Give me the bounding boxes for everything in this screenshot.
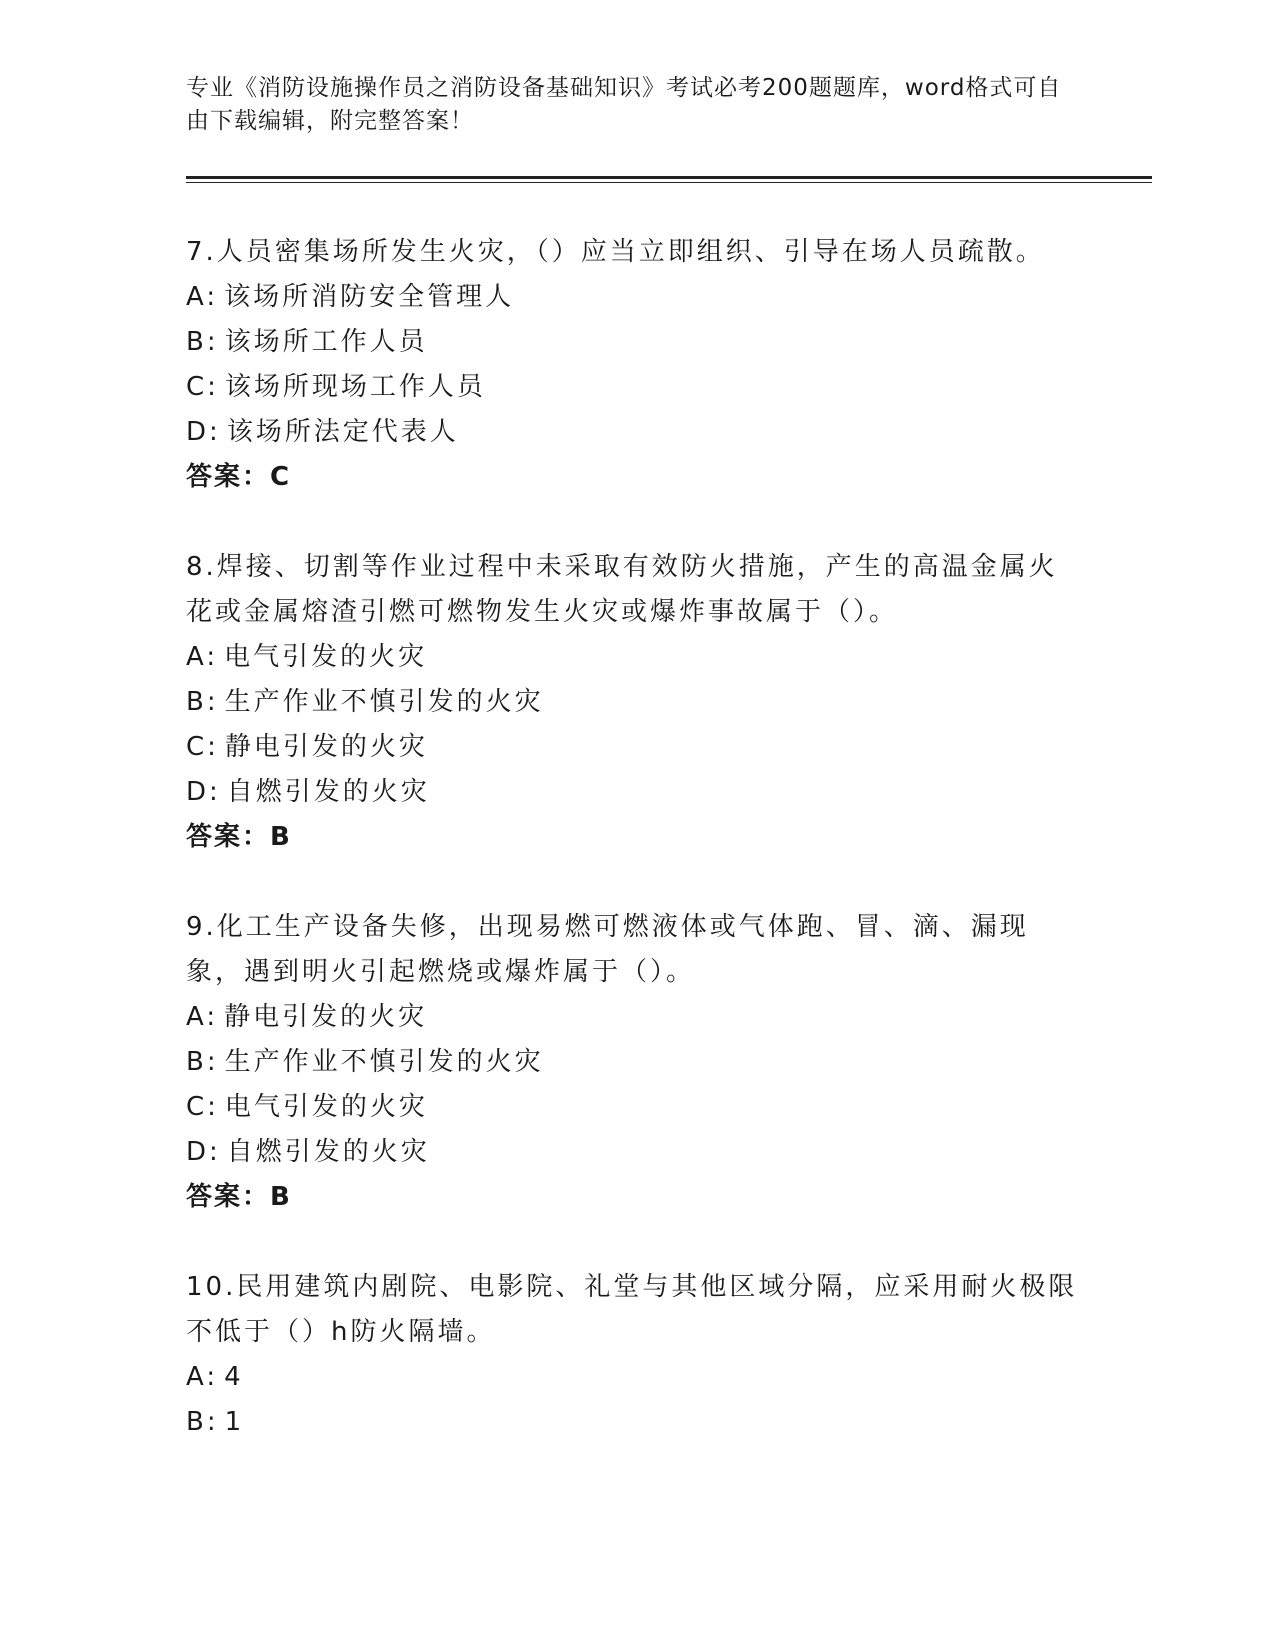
option-text: 生产作业不慎引发的火灾 [224,687,544,717]
option-text: 该场所工作人员 [224,327,428,357]
question-10 [186,1265,1086,1445]
option-letter: A: [186,1002,219,1032]
question-9 [186,905,1086,1220]
option-b [186,1040,1086,1085]
option-text: 静电引发的火灾 [224,1002,428,1032]
answer: 答案：B [186,822,292,852]
option-text: 静电引发的火灾 [224,732,428,762]
header-rule-thick [186,176,1152,179]
document-header: 专业《消防设施操作员之消防设备基础知识》考试必考200题题库，word格式可自由下载编辑，附完整答案！ [186,75,1062,134]
option-letter: C: [186,372,219,402]
option-a [186,1355,1086,1400]
option-c [186,365,1086,410]
question-stem: 10.民用建筑内剧院、电影院、礼堂与其他区域分隔，应采用耐火极限不低于（）h防火隔墙。 [186,1272,1078,1347]
option-letter: A: [186,1362,219,1392]
question-stem: 7.人员密集场所发生火灾，（）应当立即组织、引导在场人员疏散。 [186,237,1045,267]
option-a [186,995,1086,1040]
option-text: 生产作业不慎引发的火灾 [224,1047,544,1077]
option-c [186,725,1086,770]
option-b [186,320,1086,365]
question-7 [186,230,1086,500]
option-text: 电气引发的火灾 [224,1092,428,1122]
question-8 [186,545,1086,860]
option-text: 自燃引发的火灾 [226,1137,430,1167]
option-letter: D: [186,1137,221,1167]
option-b [186,1400,1086,1445]
option-b [186,680,1086,725]
option-letter: A: [186,642,219,672]
option-text: 1 [224,1407,245,1437]
option-text: 该场所消防安全管理人 [224,282,515,312]
option-d [186,1130,1086,1175]
option-text: 该场所现场工作人员 [224,372,486,402]
question-list [186,230,1086,1490]
option-letter: D: [186,777,221,807]
option-letter: B: [186,1047,219,1077]
option-letter: B: [186,1407,219,1437]
option-text: 4 [224,1362,244,1392]
question-stem: 9.化工生产设备失修，出现易燃可燃液体或气体跑、冒、滴、漏现象，遇到明火引起燃烧或爆炸属于（）。 [186,912,1029,987]
option-a [186,275,1086,320]
option-d [186,770,1086,815]
option-letter: C: [186,732,219,762]
option-d [186,410,1086,455]
option-text: 该场所法定代表人 [226,417,459,447]
option-text: 自燃引发的火灾 [226,777,430,807]
question-stem: 8.焊接、切割等作业过程中未采取有效防火措施，产生的高温金属火花或金属熔渣引燃可燃物发生火灾或爆炸事故属于（）。 [186,552,1058,627]
option-letter: C: [186,1092,219,1122]
option-letter: B: [186,687,219,717]
option-c [186,1085,1086,1130]
option-letter: B: [186,327,219,357]
option-letter: A: [186,282,219,312]
option-letter: D: [186,417,221,447]
option-text: 电气引发的火灾 [224,642,428,672]
answer: 答案：C [186,462,292,492]
answer: 答案：B [186,1182,292,1212]
header-rule-thin [186,182,1152,183]
option-a [186,635,1086,680]
